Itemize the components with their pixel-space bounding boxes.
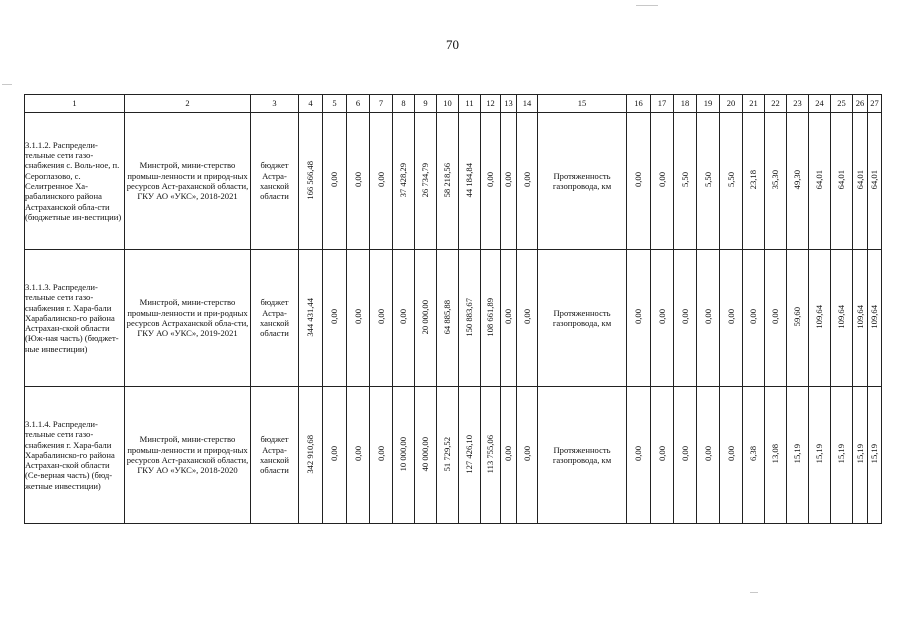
indicator-value-cell-value: 13,08 [770, 444, 781, 464]
funding-value-cell-value: 113 755,06 [485, 434, 496, 474]
funding-value-cell-value: 0,00 [329, 446, 340, 462]
table-row [25, 113, 882, 250]
funding-value-cell [415, 113, 437, 250]
indicator-value-cell-value: 0,00 [656, 172, 667, 188]
indicator-value-cell-value: 59,60 [792, 307, 803, 327]
indicator-value-cell-value: 5,50 [725, 172, 736, 188]
indicator-value-cell-value: 0,00 [748, 309, 759, 325]
indicator-value-cell [720, 387, 743, 524]
column-number-cell: 19 [697, 95, 720, 113]
activity-name-cell: 3.1.1.2. Распредели-тельные сети газо-снабжения с. Воль-ное, п. Сероглазово, с. Селитренное Ха-рабалинского района Астраханской обла-сти (бюджетные ин-вестиции) [25, 113, 125, 250]
funding-value-cell-value: 44 184,84 [464, 162, 475, 198]
funding-value-cell-value: 0,00 [485, 172, 496, 188]
column-number-cell: 7 [370, 95, 393, 113]
indicator-value-cell [720, 250, 743, 387]
funding-value-cell-value: 0,00 [503, 446, 514, 462]
funding-value-cell [459, 250, 481, 387]
column-number-cell: 11 [459, 95, 481, 113]
funding-value-cell-value: 0,00 [521, 309, 532, 325]
indicator-value-cell [674, 250, 697, 387]
funding-value-cell-value: 0,00 [352, 172, 363, 188]
indicator-value-cell-value: 0,00 [702, 446, 713, 462]
indicator-value-cell [743, 250, 765, 387]
indicator-value-cell [787, 250, 809, 387]
table-row [25, 387, 882, 524]
funding-value-cell-value: 0,00 [329, 172, 340, 188]
indicator-value-cell [787, 387, 809, 524]
indicator-value-cell [809, 250, 831, 387]
funding-value-cell [347, 113, 370, 250]
indicator-value-cell [627, 387, 651, 524]
funding-value-cell-value: 0,00 [352, 309, 363, 325]
indicator-value-cell [831, 250, 853, 387]
funding-value-cell [437, 113, 459, 250]
funding-value-cell [370, 387, 393, 524]
column-number-cell: 24 [809, 95, 831, 113]
indicator-value-cell [674, 387, 697, 524]
indicator-value-cell [809, 387, 831, 524]
funding-value-cell-value: 344 431,44 [305, 297, 316, 337]
indicator-value-cell [765, 250, 787, 387]
funding-value-cell-value: 0,00 [375, 172, 386, 188]
funding-value-cell [347, 387, 370, 524]
executor-cell: Минстрой, мини-стерство промыш-ленности и при-родных ресурсов Астраханской обла-сти, ГКУ АО «УКС», 2019-2021 [125, 250, 251, 387]
indicator-value-cell-value: 64,01 [869, 170, 880, 190]
indicator-value-cell-value: 64,01 [814, 170, 825, 190]
funding-value-cell [299, 113, 323, 250]
indicator-value-cell [697, 250, 720, 387]
column-number-cell: 27 [868, 95, 882, 113]
indicator-value-cell [853, 387, 868, 524]
activity-name-cell: 3.1.1.3. Распредели-тельные сети газо-снабжения г. Хара-бали Харабалинско-го района Астрахан-ской области (Юж-ная часть) (бюджет-ные инвестиции) [25, 250, 125, 387]
indicator-value-cell-value: 0,00 [725, 446, 736, 462]
indicator-value-cell [868, 250, 882, 387]
indicator-value-cell-value: 109,64 [814, 305, 825, 329]
funding-value-cell [459, 387, 481, 524]
indicator-value-cell-value: 64,01 [854, 170, 865, 190]
funding-value-cell [370, 250, 393, 387]
column-number-cell: 8 [393, 95, 415, 113]
executor-cell: Минстрой, мини-стерство промыш-ленности и природ-ных ресурсов Аст-раханской области, ГКУ АО «УКС», 2018-2021 [125, 113, 251, 250]
indicator-value-cell-value: 15,19 [792, 444, 803, 464]
funding-value-cell [501, 250, 517, 387]
funding-value-cell [370, 113, 393, 250]
funding-value-cell [437, 387, 459, 524]
funding-value-cell-value: 108 661,89 [485, 297, 496, 337]
indicator-value-cell [651, 387, 674, 524]
funding-value-cell-value: 0,00 [352, 446, 363, 462]
column-number-cell: 26 [853, 95, 868, 113]
indicator-value-cell-value: 0,00 [702, 309, 713, 325]
indicator-value-cell [674, 113, 697, 250]
funding-value-cell-value: 0,00 [398, 309, 409, 325]
funding-value-cell [517, 250, 538, 387]
funding-value-cell-value: 342 910,68 [305, 434, 316, 474]
funding-value-cell-value: 127 426,10 [464, 434, 475, 474]
funding-value-cell [481, 387, 501, 524]
funding-value-cell-value: 37 428,29 [398, 162, 409, 198]
column-number-cell: 15 [538, 95, 627, 113]
indicator-value-cell [868, 113, 882, 250]
indicator-value-cell-value: 0,00 [633, 309, 644, 325]
activity-name-cell: 3.1.1.4. Распредели-тельные сети газо-снабжения г. Хара-бали Харабалинско-го района Астрахан-ской области (Се-верная часть) (бюд-жетные инвестиции) [25, 387, 125, 524]
column-number-cell: 1 [25, 95, 125, 113]
indicator-cell: Протяженность газопровода, км [538, 250, 627, 387]
funding-value-cell-value: 10 000,00 [398, 436, 409, 472]
indicator-value-cell [627, 113, 651, 250]
funding-value-cell [517, 387, 538, 524]
indicator-value-cell [697, 387, 720, 524]
indicator-value-cell [720, 113, 743, 250]
funding-value-cell-value: 0,00 [329, 309, 340, 325]
column-number-cell: 22 [765, 95, 787, 113]
funding-source-cell: бюджет Астра-ханской области [251, 387, 299, 524]
funding-value-cell [299, 250, 323, 387]
indicator-value-cell [809, 113, 831, 250]
indicator-value-cell [765, 387, 787, 524]
indicator-value-cell-value: 0,00 [633, 446, 644, 462]
funding-value-cell [459, 113, 481, 250]
funding-source-cell: бюджет Астра-ханской области [251, 250, 299, 387]
column-number-cell: 9 [415, 95, 437, 113]
funding-value-cell [481, 113, 501, 250]
funding-value-cell [481, 250, 501, 387]
scan-artifact-bottom [750, 592, 758, 593]
indicator-value-cell-value: 15,19 [869, 444, 880, 464]
table-row [25, 250, 882, 387]
indicator-value-cell-value: 109,64 [854, 305, 865, 329]
column-number-cell: 25 [831, 95, 853, 113]
funding-value-cell [347, 250, 370, 387]
indicator-value-cell-value: 49,30 [792, 170, 803, 190]
funding-value-cell-value: 150 883,67 [464, 297, 475, 337]
column-number-row [25, 95, 882, 113]
indicator-value-cell-value: 0,00 [656, 446, 667, 462]
funding-value-cell-value: 64 885,88 [442, 299, 453, 335]
funding-value-cell [517, 113, 538, 250]
scan-artifact-top [636, 5, 658, 6]
funding-value-cell [393, 113, 415, 250]
funding-value-cell-value: 0,00 [521, 446, 532, 462]
page-number: 70 [446, 37, 459, 52]
funding-value-cell [393, 250, 415, 387]
funding-value-cell-value: 20 000,00 [420, 299, 431, 335]
column-number-cell: 6 [347, 95, 370, 113]
indicator-value-cell-value: 15,19 [814, 444, 825, 464]
indicator-value-cell-value: 35,30 [770, 170, 781, 190]
indicator-value-cell [627, 250, 651, 387]
indicator-value-cell-value: 23,18 [748, 170, 759, 190]
funding-value-cell [299, 387, 323, 524]
column-number-cell: 10 [437, 95, 459, 113]
funding-source-cell: бюджет Астра-ханской области [251, 113, 299, 250]
indicator-value-cell [787, 113, 809, 250]
funding-value-cell [437, 250, 459, 387]
column-number-cell: 3 [251, 95, 299, 113]
indicator-value-cell [697, 113, 720, 250]
column-number-cell: 17 [651, 95, 674, 113]
funding-value-cell [501, 387, 517, 524]
funding-value-cell-value: 0,00 [375, 309, 386, 325]
indicator-value-cell-value: 5,50 [679, 172, 690, 188]
funding-value-cell-value: 0,00 [503, 172, 514, 188]
column-number-cell: 23 [787, 95, 809, 113]
funding-value-cell-value: 40 000,00 [420, 436, 431, 472]
indicator-value-cell-value: 15,19 [854, 444, 865, 464]
indicator-value-cell-value: 0,00 [679, 309, 690, 325]
program-table [24, 94, 882, 524]
funding-value-cell-value: 0,00 [521, 172, 532, 188]
executor-cell: Минстрой, мини-стерство промыш-ленности и природ-ных ресурсов Аст-раханской области, ГКУ АО «УКС», 2018-2020 [125, 387, 251, 524]
scan-artifact-left [2, 84, 12, 85]
indicator-value-cell-value: 0,00 [679, 446, 690, 462]
indicator-value-cell [853, 113, 868, 250]
indicator-cell: Протяженность газопровода, км [538, 387, 627, 524]
indicator-value-cell-value: 0,00 [633, 172, 644, 188]
indicator-value-cell [831, 387, 853, 524]
funding-value-cell-value: 58 218,56 [442, 162, 453, 198]
funding-value-cell-value: 51 729,52 [442, 436, 453, 472]
column-number-cell: 21 [743, 95, 765, 113]
funding-value-cell [323, 113, 347, 250]
indicator-value-cell-value: 64,01 [836, 170, 847, 190]
funding-value-cell [415, 387, 437, 524]
indicator-value-cell [651, 250, 674, 387]
column-number-cell: 2 [125, 95, 251, 113]
funding-value-cell-value: 26 734,79 [420, 162, 431, 198]
indicator-value-cell [868, 387, 882, 524]
column-number-cell: 12 [481, 95, 501, 113]
indicator-value-cell [853, 250, 868, 387]
indicator-value-cell-value: 0,00 [656, 309, 667, 325]
indicator-value-cell [765, 113, 787, 250]
indicator-value-cell-value: 109,64 [869, 305, 880, 329]
indicator-value-cell [743, 387, 765, 524]
funding-value-cell [323, 387, 347, 524]
column-number-cell: 16 [627, 95, 651, 113]
column-number-cell: 13 [501, 95, 517, 113]
column-number-cell: 4 [299, 95, 323, 113]
funding-value-cell [501, 113, 517, 250]
indicator-value-cell-value: 15,19 [836, 444, 847, 464]
funding-value-cell [393, 387, 415, 524]
funding-value-cell-value: 0,00 [375, 446, 386, 462]
funding-value-cell-value: 0,00 [503, 309, 514, 325]
indicator-value-cell-value: 5,50 [702, 172, 713, 188]
indicator-value-cell-value: 6,38 [748, 446, 759, 462]
indicator-value-cell-value: 109,64 [836, 305, 847, 329]
column-number-cell: 5 [323, 95, 347, 113]
column-number-cell: 14 [517, 95, 538, 113]
indicator-cell: Протяженность газопровода, км [538, 113, 627, 250]
column-number-cell: 20 [720, 95, 743, 113]
indicator-value-cell-value: 0,00 [770, 309, 781, 325]
indicator-value-cell-value: 0,00 [725, 309, 736, 325]
column-number-cell: 18 [674, 95, 697, 113]
indicator-value-cell [831, 113, 853, 250]
indicator-value-cell [743, 113, 765, 250]
funding-value-cell [323, 250, 347, 387]
funding-value-cell [415, 250, 437, 387]
indicator-value-cell [651, 113, 674, 250]
funding-value-cell-value: 166 566,48 [305, 160, 316, 200]
